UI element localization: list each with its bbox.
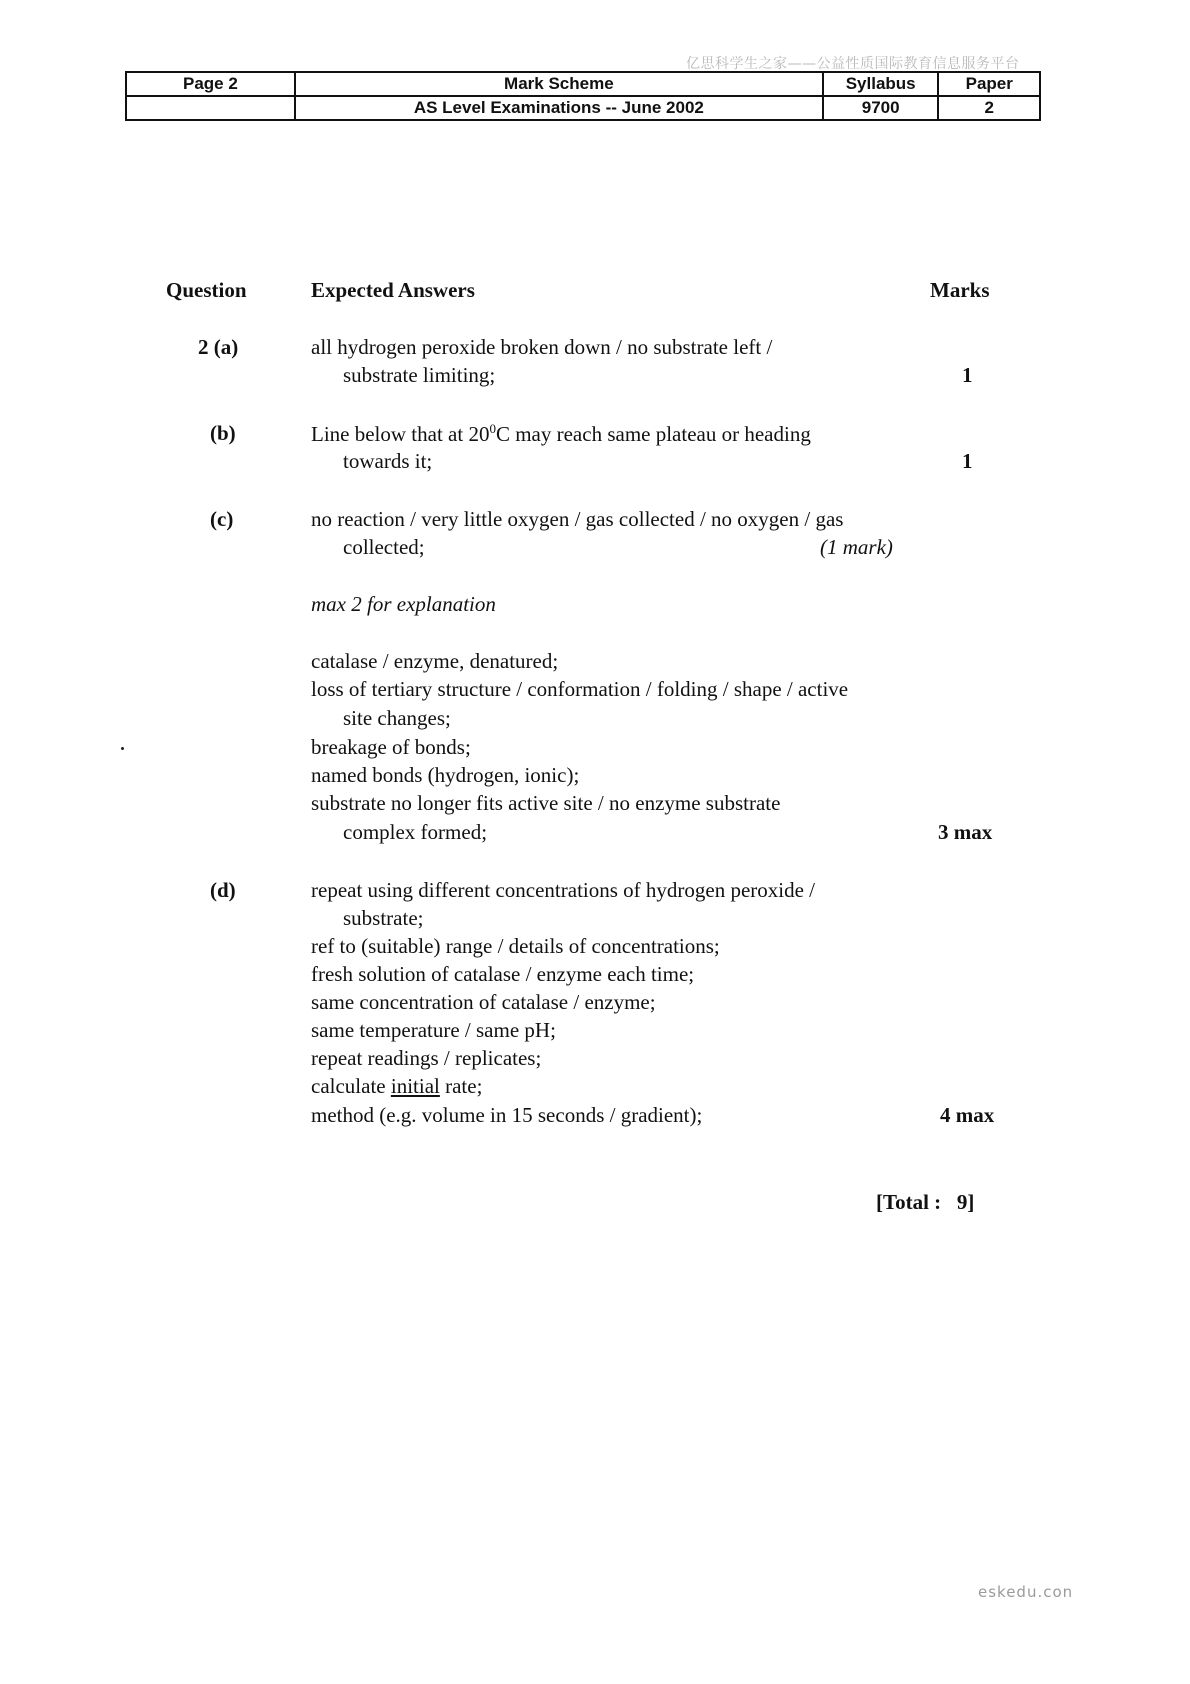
header-paper: 2	[938, 96, 1040, 120]
answer-text: calculate	[311, 1074, 391, 1098]
question-label-2b: (b)	[210, 421, 236, 445]
inline-mark-2c: (1 mark)	[820, 535, 893, 559]
answer-line: repeat readings / replicates;	[311, 1046, 542, 1070]
answer-line: substrate limiting;	[343, 363, 496, 387]
answer-line: complex formed;	[343, 820, 488, 844]
answer-line: repeat using different concentrations of hydrogen peroxide /	[311, 878, 816, 902]
answer-line: towards it;	[343, 449, 433, 473]
answer-line: loss of tertiary structure / conformation / folding / shape / active	[311, 677, 849, 701]
question-label-2c: (c)	[210, 507, 234, 531]
answer-line: site changes;	[343, 706, 451, 730]
header-exam: AS Level Examinations -- June 2002	[295, 96, 823, 120]
mark-2b: 1	[962, 449, 973, 473]
answer-line: substrate;	[343, 906, 424, 930]
answer-line: same temperature / same pH;	[311, 1018, 556, 1042]
header-syllabus-label: Syllabus	[823, 72, 939, 96]
answer-line: fresh solution of catalase / enzyme each time;	[311, 962, 695, 986]
answer-line	[311, 421, 811, 447]
stray-dot	[121, 747, 124, 750]
header-syllabus: 9700	[823, 96, 939, 120]
answer-line	[311, 1074, 482, 1099]
header-table	[125, 71, 1041, 121]
question-label-2a: 2 (a)	[198, 335, 239, 359]
header-page: Page 2	[126, 72, 295, 96]
answer-text: rate;	[439, 1074, 483, 1098]
answer-line: ref to (suitable) range / details of concentrations;	[311, 934, 720, 958]
answer-line: collected;	[343, 535, 425, 559]
answer-line: method (e.g. volume in 15 seconds / gradient);	[311, 1103, 703, 1127]
answer-line: substrate no longer fits active site / no enzyme substrate	[311, 791, 781, 815]
total-marks: [Total : 9]	[876, 1190, 975, 1214]
answer-text: Line below that at 20	[311, 422, 490, 446]
answer-line: named bonds (hydrogen, ionic);	[311, 763, 580, 787]
underlined-word: initial	[390, 1074, 440, 1098]
explanation-note: max 2 for explanation	[311, 592, 496, 616]
mark-2d: 4 max	[940, 1103, 995, 1127]
answer-line: no reaction / very little oxygen / gas collected / no oxygen / gas	[311, 507, 844, 531]
column-answers: Expected Answers	[311, 278, 475, 302]
answer-line: catalase / enzyme, denatured;	[311, 649, 559, 673]
watermark-bottom: eskedu.con	[978, 1583, 1074, 1601]
column-marks: Marks	[930, 278, 990, 302]
column-question: Question	[166, 278, 247, 302]
header-paper-label: Paper	[938, 72, 1040, 96]
mark-2a: 1	[962, 363, 973, 387]
mark-2c: 3 max	[938, 820, 993, 844]
answer-line: same concentration of catalase / enzyme;	[311, 990, 656, 1014]
header-mark-scheme: Mark Scheme	[295, 72, 823, 96]
question-label-2d: (d)	[210, 878, 236, 902]
superscript-degree: 0	[489, 421, 496, 436]
answer-line: all hydrogen peroxide broken down / no substrate left /	[311, 335, 773, 359]
answer-line: breakage of bonds;	[311, 735, 471, 759]
answer-text: C may reach same plateau or heading	[495, 422, 811, 446]
header-empty-cell	[126, 96, 295, 120]
watermark-top: 亿思科学生之家——公益性质国际教育信息服务平台	[686, 56, 1020, 72]
